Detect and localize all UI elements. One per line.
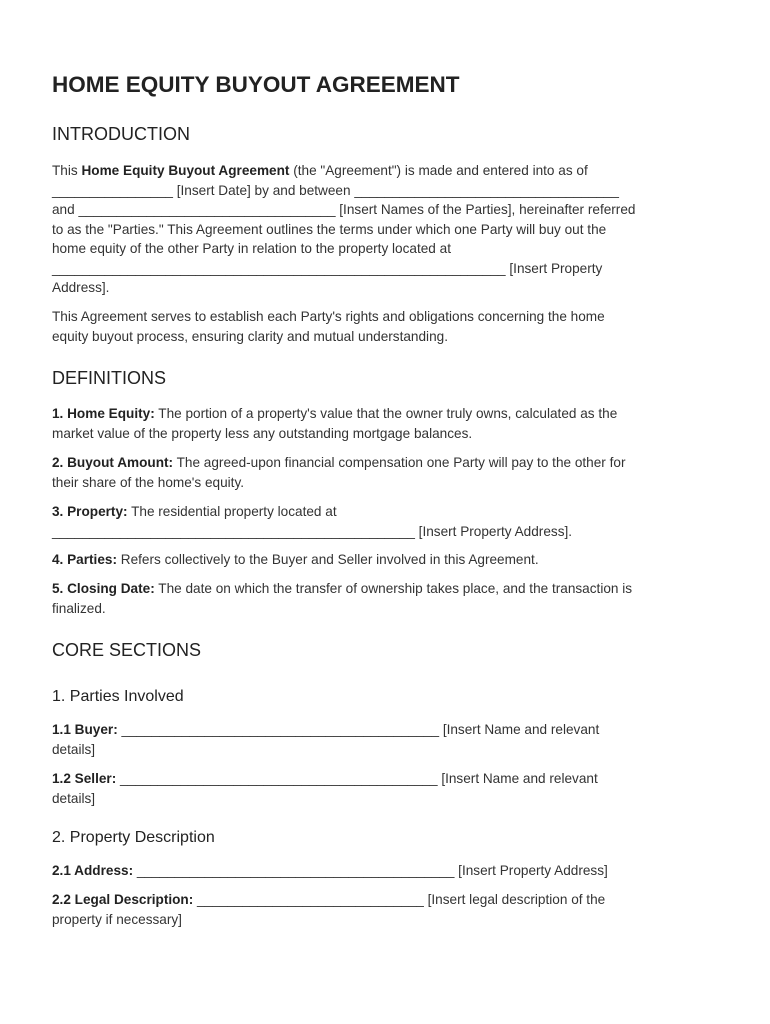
address-field: 2.1 Address: __________________________________________ [Insert Property Address] [52,863,608,878]
parties-involved-heading: 1. Parties Involved [52,688,184,705]
introduction-heading: INTRODUCTION [52,124,190,144]
buyer-field: 1.1 Buyer: __________________________________________ [Insert Name and relevant details] [52,722,600,757]
seller-label: 1.2 Seller: [52,771,117,786]
seller-field: 1.2 Seller: __________________________________________ [Insert Name and relevant details] [52,771,598,806]
definition-term: 1. Home Equity: [52,406,155,421]
definition-buyout-amount: 2. Buyout Amount: The agreed-upon financial compensation one Party will pay to the other for their share of the home's equity. [52,455,626,490]
definition-term: 5. Closing Date: [52,581,155,596]
introduction-purpose-paragraph: This Agreement serves to establish each Party's rights and obligations concerning the home equity buyout process, ensuring clarity and mutual understanding. [52,309,605,344]
definition-parties: 4. Parties: Refers collectively to the Buyer and Seller involved in this Agreement. [52,552,539,567]
introduction-paragraph: This Home Equity Buyout Agreement (the "Agreement") is made and entered into as of ________________ [Insert Date] by and between ___________________________________ and __________________________________ [Insert Names of the Parties], hereinafter referred to as the "Parties." This Agreement outlines the terms under which one Party will buy out the home equity of the other Party in relation to the property located at ____________________________________________________________ [Insert Property Address]. [52,163,636,295]
definition-term: 3. Property: [52,504,128,519]
definition-term: 4. Parties: [52,552,117,567]
buyer-label: 1.1 Buyer: [52,722,118,737]
definitions-heading: DEFINITIONS [52,368,167,388]
definition-property: 3. Property: The residential property located at ________________________________________________ [Insert Property Address]. [52,504,573,539]
document-title: HOME EQUITY BUYOUT AGREEMENT [52,72,460,97]
core-sections-heading: CORE SECTIONS [52,640,202,660]
definition-term: 2. Buyout Amount: [52,455,174,470]
definition-closing-date: 5. Closing Date: The date on which the transfer of ownership takes place, and the transaction is finalized. [52,581,633,616]
legal-description-label: 2.2 Legal Description: [52,892,194,907]
property-description-heading: 2. Property Description [52,829,215,846]
address-label: 2.1 Address: [52,863,134,878]
legal-description-field: 2.2 Legal Description: ______________________________ [Insert legal description of the property if necessary] [52,892,606,927]
agreement-name-bold: Home Equity Buyout Agreement [81,163,290,178]
definition-home-equity: 1. Home Equity: The portion of a property's value that the owner truly owns, calculated as the market value of the property less any outstanding mortgage balances. [52,406,618,441]
